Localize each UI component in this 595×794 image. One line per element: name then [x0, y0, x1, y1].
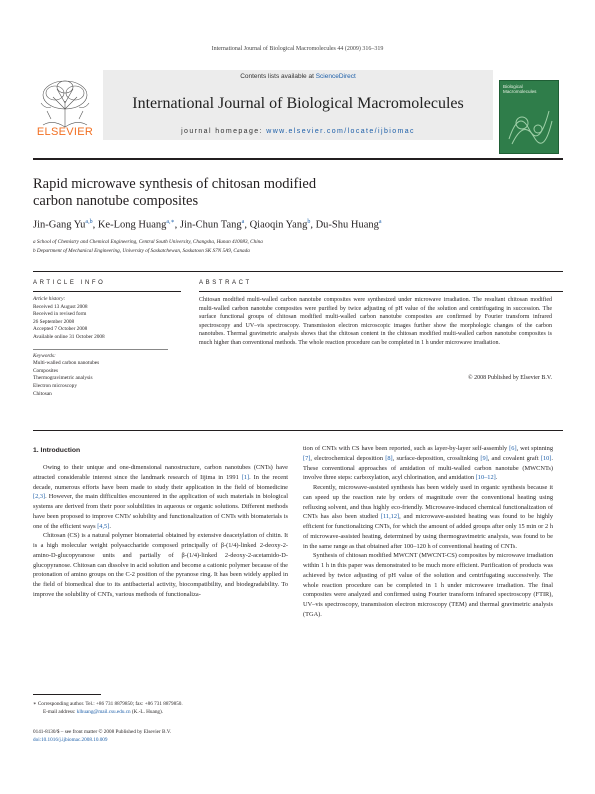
cover-title: Biological Macromolecules: [503, 84, 537, 95]
body-paragraph: [303, 551, 553, 619]
paragraph-text: Recently, microwave-assisted synthesis has been widely used in organic synthesis because it can speed up the reaction rate by orders of magnitude over the conventional heating using refluxing solvent, and thus highly eco-friendly. Microwave-induced chemical functionalization of CNTs has also been studied: [303, 484, 553, 521]
author-separator: ,: [310, 219, 316, 231]
paragraph-text: , surface-deposition, crosslinking: [392, 454, 481, 462]
abstract-rule: [199, 291, 563, 292]
title-rule: [33, 271, 563, 272]
citation-link[interactable]: [4,5]: [97, 522, 110, 530]
author-name: Qiaoqin Yang: [249, 219, 308, 231]
article-title: [33, 176, 433, 210]
author-separator: ,: [92, 219, 98, 231]
body-paragraph: [303, 444, 553, 483]
paragraph-text: Chitosan (CS) is a natural polymer biomaterial obtained by extensive deacetylation of chitin. It is a high molecular weight polysaccharide composed principally of β-(1/4)-linked 2-deoxy-2-amino-D-glucopyranose units and partially of β-(1/4)-linked 2-deoxy-2-acetamido-D-glucopyranose. Chitosan can dissolve in acid solution and become a cationic polymer because of the protonation of amino groups on the C-2 position of the pyranose ring. It has been widely applied in the field of biomedical due to its antibacterial activity, biocompatibility, and biodegradability. To improve the solubility of CNTs, various methods of functionaliza-: [33, 532, 288, 598]
paragraph-text: . In the recent decade, numerous efforts have been made to study their application in the field of biomedicine: [33, 473, 289, 491]
footnote-rule: [33, 694, 101, 695]
author-list: [33, 218, 563, 231]
paragraph-text: , and microwave-assisted heating was found to be highly efficient for functionalizing CNTs, for which the amount of added groups after only 15 min or 2 h of microwave-assisted heating, determined by using thermogravimetric analysis, was found to be in the same range as that obtained after 100–120 h of conventional heating of CNTs.: [303, 513, 553, 550]
article-info-label: ARTICLE INFO: [33, 280, 106, 286]
abstract-text: Chitosan modified multi-walled carbon nanotube composites were synthesized under microwave irradiation. The resultant chitosan modified multi-walled carbon nanotube composites were purified by twice adjusting of pH value of the solution and centrifugating in succession. The surface functional groups of chitosan modified multi-walled carbon nanotube composites are confirmed by Fourier transform infrared spectroscopy and UV–vis spectroscopy. Transmission electron microscopic images further show the morphologic changes of the carbon nanotubes. Thermal gravimetric analysis shows that the chitosan content in the chitosan modified multi-walled carbon nanotube composites is much higher than conventional methods. The whole reaction procedure can be completed in 1 h under microwave irradiation.: [199, 297, 552, 346]
abstract-bottom-rule: [33, 430, 563, 431]
paragraph-text: . These conventional approaches of amidation of multi-walled carbon nanotube (MWCNTs) involve three steps: carboxylation, acyl chlorination, and amidation: [303, 454, 553, 482]
citation-link[interactable]: [6]: [509, 445, 517, 452]
article-info-rule: [33, 291, 181, 292]
homepage-prefix: journal homepage:: [181, 128, 267, 135]
citation-link[interactable]: [11,12]: [380, 513, 400, 521]
citation-link[interactable]: [9]: [480, 454, 488, 462]
abstract-label: ABSTRACT: [199, 280, 252, 286]
author-separator: ,: [174, 219, 180, 231]
citation-link[interactable]: [10]: [540, 454, 552, 462]
article-title-line2: carbon nanotube composites: [33, 193, 199, 209]
author-affil-marker[interactable]: a,b: [85, 219, 93, 225]
author-separator: ,: [244, 219, 250, 231]
contents-prefix: Contents lists available at: [240, 73, 316, 80]
paragraph-text: Synthesis of chitosan modified MWCNT (MWCNT-CS) composites by microwave irradiation within 1 h in this paper was demonstrated to be much more efficient. Purification of products was achieved by twice adjusting of pH value of the solution and centrifugating successively. The whole reaction procedure can be completed in 1 h under microwave irradiation. The final composites were analyzed and confirmed using Fourier transform infrared spectroscopy (FTIR), UV–vis spectroscopy, transmission electron microscopy (TEM) and thermal gravimetric analysis (TGA).: [303, 552, 553, 618]
paragraph-text: , and covalent graft: [487, 454, 541, 462]
keywords-heading: Keywords:: [33, 352, 56, 359]
affiliation-a: a School of Chemistry and Chemical Engineering, Central South University, Changsha, Hunan 410083, China: [33, 239, 263, 245]
keywords-divider: [33, 349, 168, 350]
abstract-copyright: © 2008 Published by Elsevier B.V.: [468, 375, 552, 381]
publisher-name: ELSEVIER: [36, 126, 94, 138]
body-paragraph: [33, 531, 288, 599]
issn-line: 0141-8130/$ – see front matter © 2008 Published by Elsevier B.V.: [33, 729, 172, 735]
author-name: Ke-Long Huang: [97, 219, 167, 231]
body-left-column: [33, 463, 288, 600]
footnote: [33, 701, 293, 716]
history-item: Received 13 August 2008: [33, 303, 88, 310]
paragraph-text: .: [109, 522, 111, 530]
author-name: Jin-Gang Yu: [33, 219, 86, 231]
journal-homepage: [103, 128, 493, 135]
citation-link[interactable]: [7]: [303, 454, 311, 462]
keyword: Thermogravimetric analysis: [33, 375, 93, 382]
keyword: Composites: [33, 367, 59, 374]
history-heading: Article history:: [33, 296, 66, 302]
section-heading: 1. Introduction: [33, 447, 81, 454]
journal-title: International Journal of Biological Macromolecules: [132, 95, 464, 112]
body-paragraph: [33, 463, 288, 531]
citation-link[interactable]: [10–12]: [475, 474, 496, 482]
citation-link[interactable]: [1]: [241, 473, 250, 481]
author-affil-marker[interactable]: b: [307, 219, 311, 225]
journal-masthead: [33, 70, 563, 160]
history-item: Received in revised form: [33, 311, 87, 318]
history-item: Accepted 7 October 2008: [33, 326, 88, 333]
paragraph-text: .: [495, 474, 498, 482]
keyword: Multi-walled carbon nanotubes: [33, 360, 100, 367]
contents-line: [103, 73, 493, 80]
keyword: Chitosan: [33, 390, 52, 397]
corresponding-author-note: ∗ Corresponding author. Tel.: +86 731 8879850; fax: +86 731 8879850.: [33, 701, 183, 707]
paragraph-text: , electrochemical deposition: [310, 454, 386, 462]
article-title-line1: Rapid microwave synthesis of chitosan modified: [33, 176, 317, 192]
history-item: 26 September 2008: [33, 318, 75, 325]
body-paragraph: [303, 483, 553, 551]
homepage-link[interactable]: www.elsevier.com/locate/ijbiomac: [266, 128, 415, 135]
author-affil-marker[interactable]: a: [378, 219, 382, 225]
author-email-link[interactable]: klhuang@mail.csu.edu.cn: [76, 708, 131, 715]
body-right-column: [303, 444, 553, 620]
author-affil-marker[interactable]: a: [241, 219, 245, 225]
affiliation-b: b Department of Mechanical Engineering, University of Saskatchewan, Saskatoon SK S7N 5A9, Canada: [33, 248, 250, 254]
history-item: Available online 31 October 2008: [33, 333, 105, 340]
author-name: Du-Shu Huang: [315, 219, 379, 231]
paragraph-text: tion of CNTs with CS have been reported, such as layer-by-layer self-assembly: [303, 445, 510, 452]
paragraph-text: Owing to their unique and one-dimensional nanostructure, carbon nanotubes (CNTs) have attracted considerable interest since the landmark research of Iijima in 1991: [33, 464, 288, 481]
email-prefix: E-mail address:: [43, 708, 77, 715]
citation-link[interactable]: [2,3]: [33, 493, 46, 501]
email-line: [33, 709, 293, 717]
journal-cover-image: [499, 80, 559, 154]
running-header: International Journal of Biological Macromolecules 44 (2009) 316–319: [211, 46, 384, 52]
author-name: Jin-Chun Tang: [179, 219, 242, 231]
article-info: [33, 296, 168, 398]
author-affil-marker[interactable]: a,∗: [166, 219, 175, 225]
masthead-rule: [33, 158, 563, 160]
citation-link[interactable]: [8]: [385, 454, 393, 462]
doi-link[interactable]: doi:10.1016/j.ijbiomac.2008.10.009: [33, 737, 108, 743]
paragraph-text: . However, the main difficulties encountered in the application of such materials in biological systems are derived from their poor solubilities in aqueous or organic solutions. Different methods have been proposed to improve CNTs' solubility and functionalization of CNTs with biomaterials is one of the efficient ways: [33, 493, 288, 530]
sciencedirect-link[interactable]: ScienceDirect: [315, 73, 356, 80]
paragraph-text: , wet spinning: [516, 445, 553, 452]
keyword: Electron microscopy: [33, 382, 77, 389]
email-suffix: (K.-L. Huang).: [130, 708, 164, 715]
